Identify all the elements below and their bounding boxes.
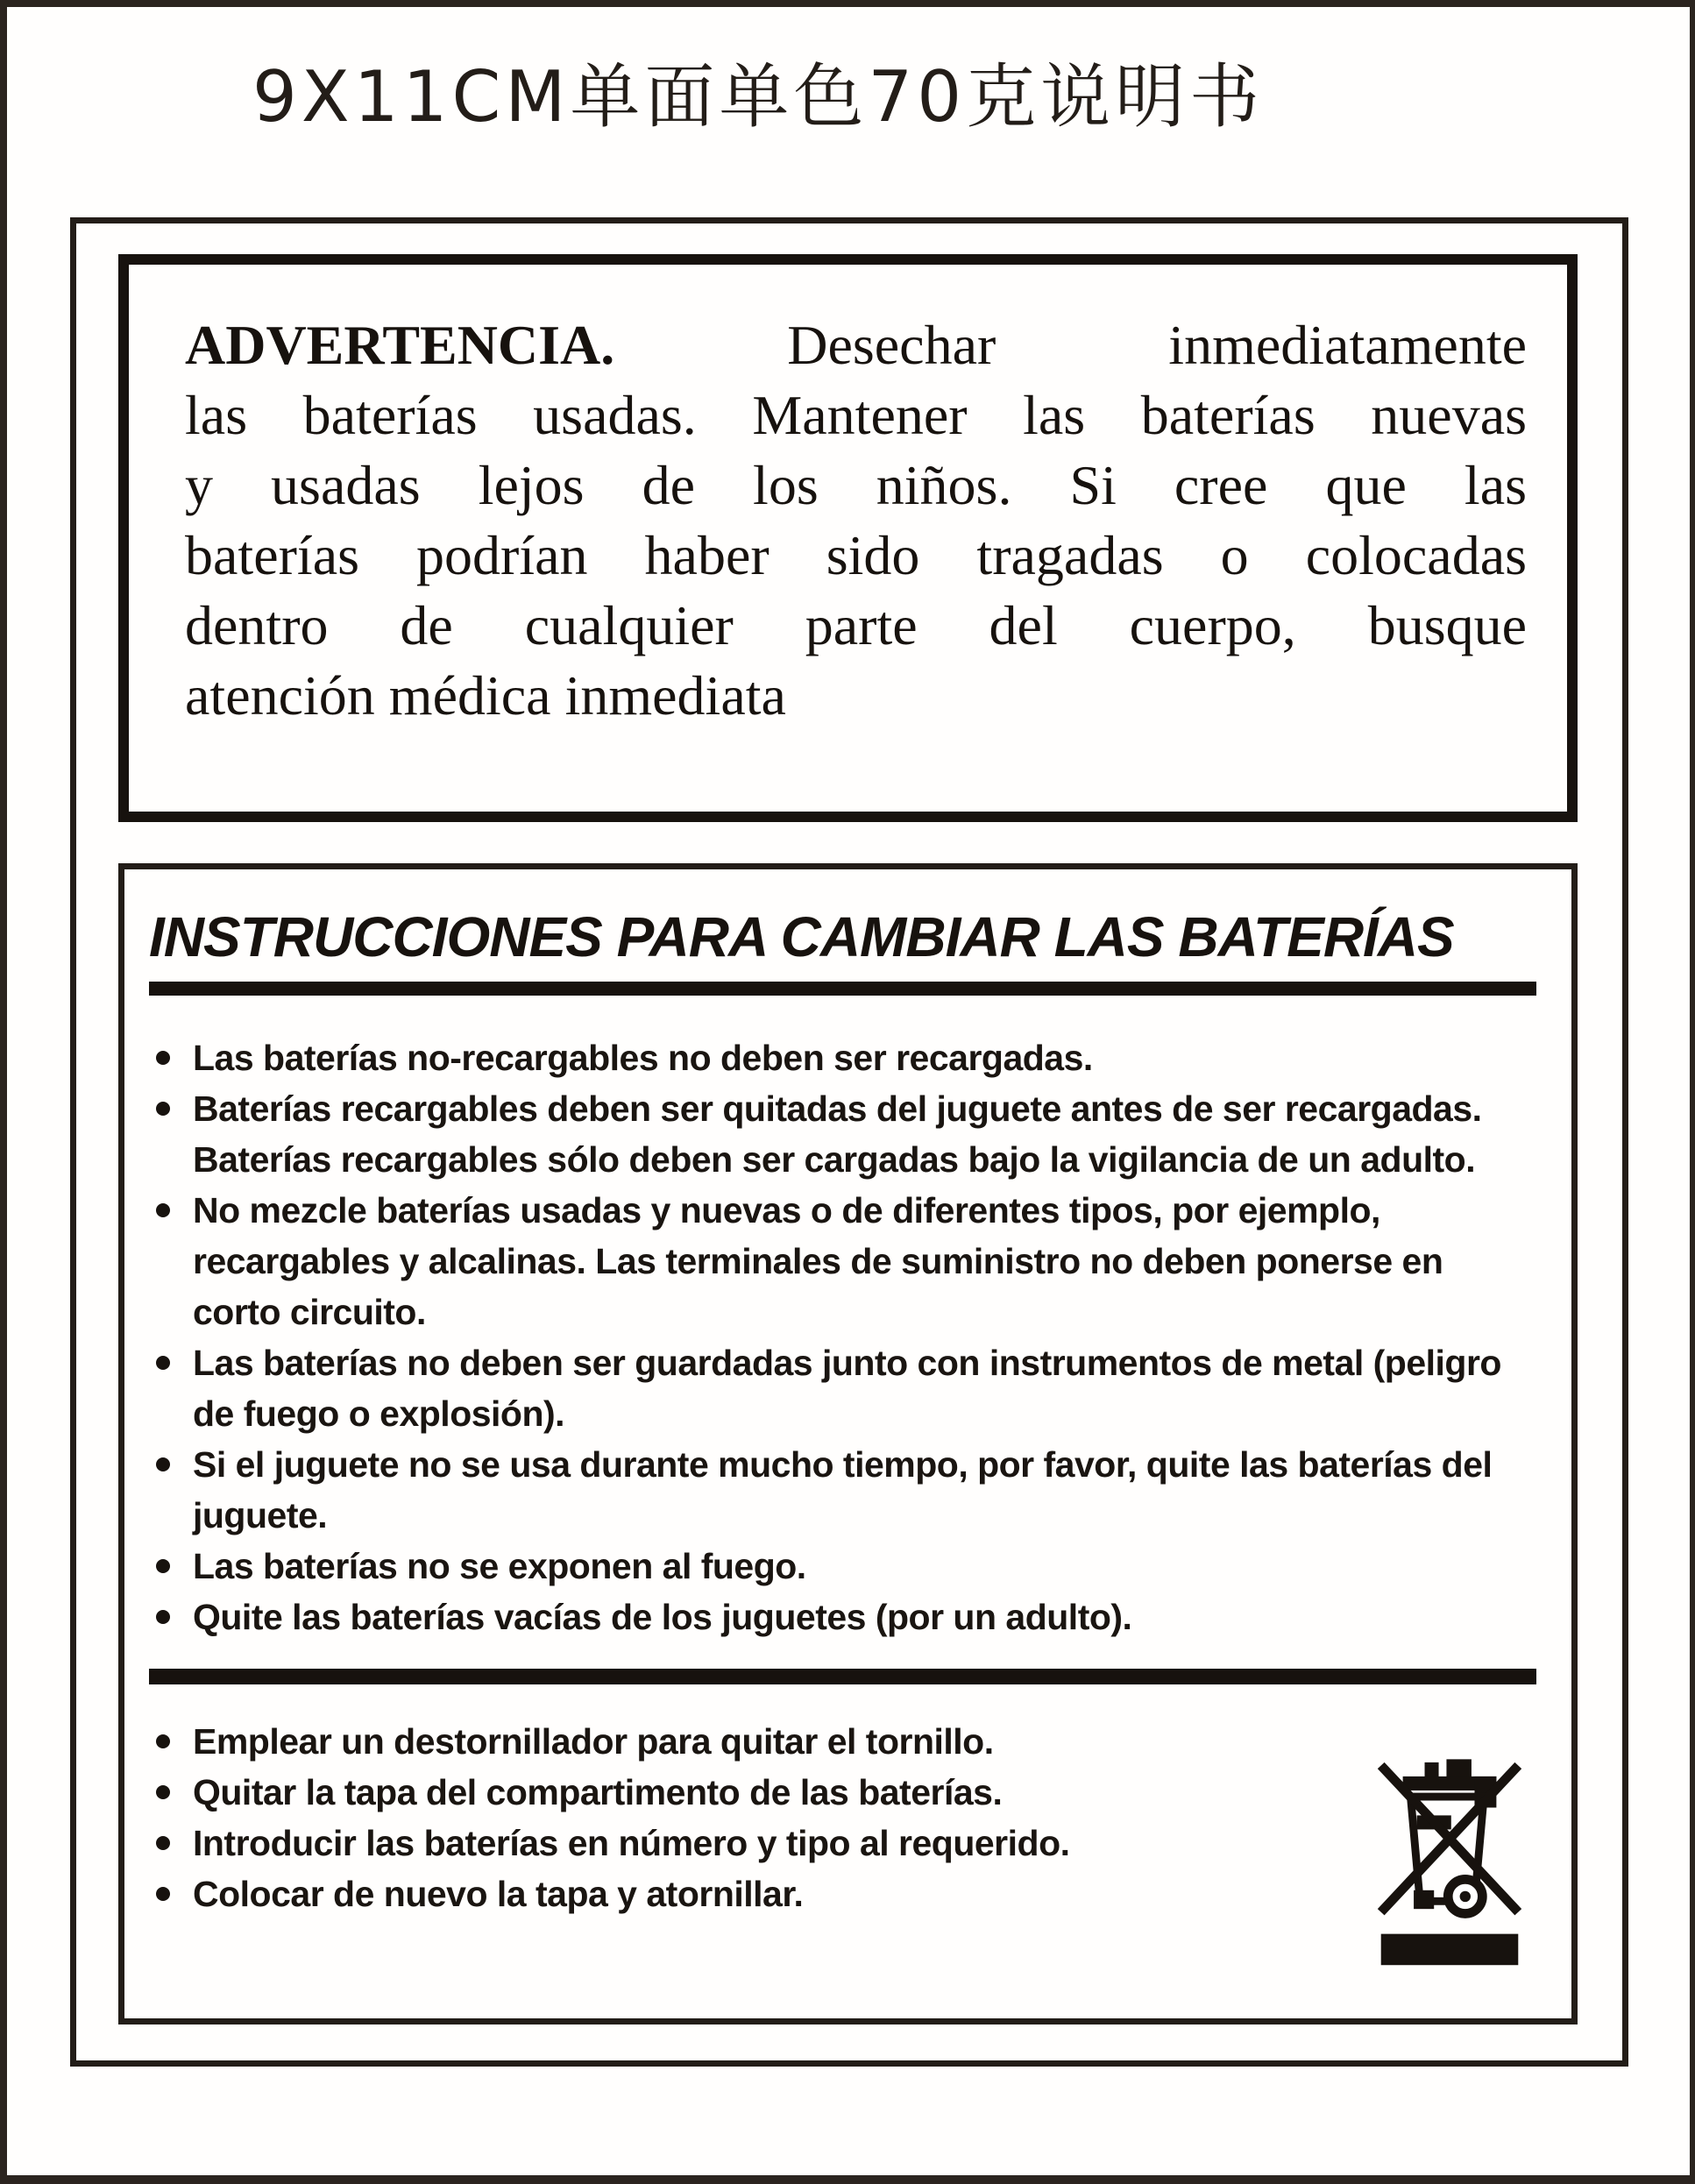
bullet-dot-icon bbox=[156, 1457, 170, 1471]
list-item-text: Las baterías no deben ser guardadas junto con instrumentos de metal (peligro de fuego o explosión). bbox=[193, 1343, 1501, 1434]
list-item-text: Las baterías no-recargables no deben ser recargadas. bbox=[193, 1038, 1093, 1078]
title-underline-rule bbox=[149, 982, 1536, 996]
replacement-steps-list bbox=[149, 1716, 1361, 1919]
warning-line: y usadas lejos de los niños. Si cree que las bbox=[185, 454, 1527, 516]
list-item bbox=[149, 1716, 1361, 1767]
warning-line: dentro de cualquier parte del cuerpo, busque bbox=[185, 594, 1527, 656]
list-item bbox=[149, 1592, 1536, 1642]
list-item bbox=[149, 1868, 1361, 1919]
bullet-dot-icon bbox=[156, 1102, 170, 1116]
list-item-text: Baterías recargables deben ser quitadas del juguete antes de ser recargadas. Baterías recargables sólo deben ser cargadas bajo la vigilancia de un adulto. bbox=[193, 1088, 1482, 1180]
weee-bin-icon bbox=[1361, 1716, 1536, 1967]
warning-box bbox=[118, 254, 1578, 822]
bullet-dot-icon bbox=[156, 1051, 170, 1065]
list-item bbox=[149, 1083, 1536, 1185]
bullet-dot-icon bbox=[156, 1785, 170, 1799]
page-title: 9X11CM单面单色70克说明书 bbox=[252, 56, 1265, 138]
warning-line bbox=[185, 310, 1527, 380]
bullet-dot-icon bbox=[156, 1203, 170, 1217]
battery-rules-list bbox=[149, 1032, 1536, 1642]
list-item-text: Quitar la tapa del compartimento de las baterías. bbox=[193, 1772, 1003, 1812]
bullet-dot-icon bbox=[156, 1734, 170, 1748]
list-item bbox=[149, 1541, 1536, 1592]
list-item-text: Quite las baterías vacías de los juguetes (por un adulto). bbox=[193, 1597, 1132, 1637]
list-item bbox=[149, 1032, 1536, 1083]
list-item-text: Las baterías no se exponen al fuego. bbox=[193, 1546, 806, 1586]
bullet-dot-icon bbox=[156, 1559, 170, 1573]
list-item-text: Colocar de nuevo la tapa y atornillar. bbox=[193, 1874, 804, 1914]
warning-line: baterías podrían haber sido tragadas o colocadas bbox=[185, 524, 1527, 586]
bullet-dot-icon bbox=[156, 1610, 170, 1624]
replacement-steps-row bbox=[149, 1716, 1536, 1967]
section-divider-rule bbox=[149, 1669, 1536, 1684]
list-item bbox=[149, 1818, 1361, 1868]
battery-instructions-box bbox=[118, 863, 1578, 2024]
warning-line: atención médica inmediata bbox=[185, 664, 786, 727]
bullet-dot-icon bbox=[156, 1836, 170, 1850]
list-item-text: Si el juguete no se usa durante mucho tiempo, por favor, quite las baterías del juguete. bbox=[193, 1444, 1493, 1535]
list-item bbox=[149, 1767, 1361, 1818]
warning-line-rest: Desechar inmediatamente bbox=[787, 314, 1527, 376]
instructions-title: INSTRUCCIONES PARA CAMBIAR LAS BATERÍAS bbox=[149, 905, 1454, 968]
list-item-text: No mezcle baterías usadas y nuevas o de diferentes tipos, por ejemplo, recargables y alcalinas. Las terminales de suministro no deben ponerse en corto circuito. bbox=[193, 1190, 1443, 1332]
list-item-text: Emplear un destornillador para quitar el tornillo. bbox=[193, 1721, 994, 1762]
bullet-dot-icon bbox=[156, 1887, 170, 1901]
list-item bbox=[149, 1185, 1536, 1337]
list-item-text: Introducir las baterías en número y tipo al requerido. bbox=[193, 1823, 1070, 1863]
list-item bbox=[149, 1439, 1536, 1541]
warning-keyword: ADVERTENCIA. bbox=[185, 314, 615, 376]
warning-line: las baterías usadas. Mantener las baterías nuevas bbox=[185, 384, 1527, 446]
bullet-dot-icon bbox=[156, 1356, 170, 1370]
crossed-out-wheeled-bin-icon bbox=[1372, 1741, 1528, 1967]
list-item bbox=[149, 1337, 1536, 1439]
